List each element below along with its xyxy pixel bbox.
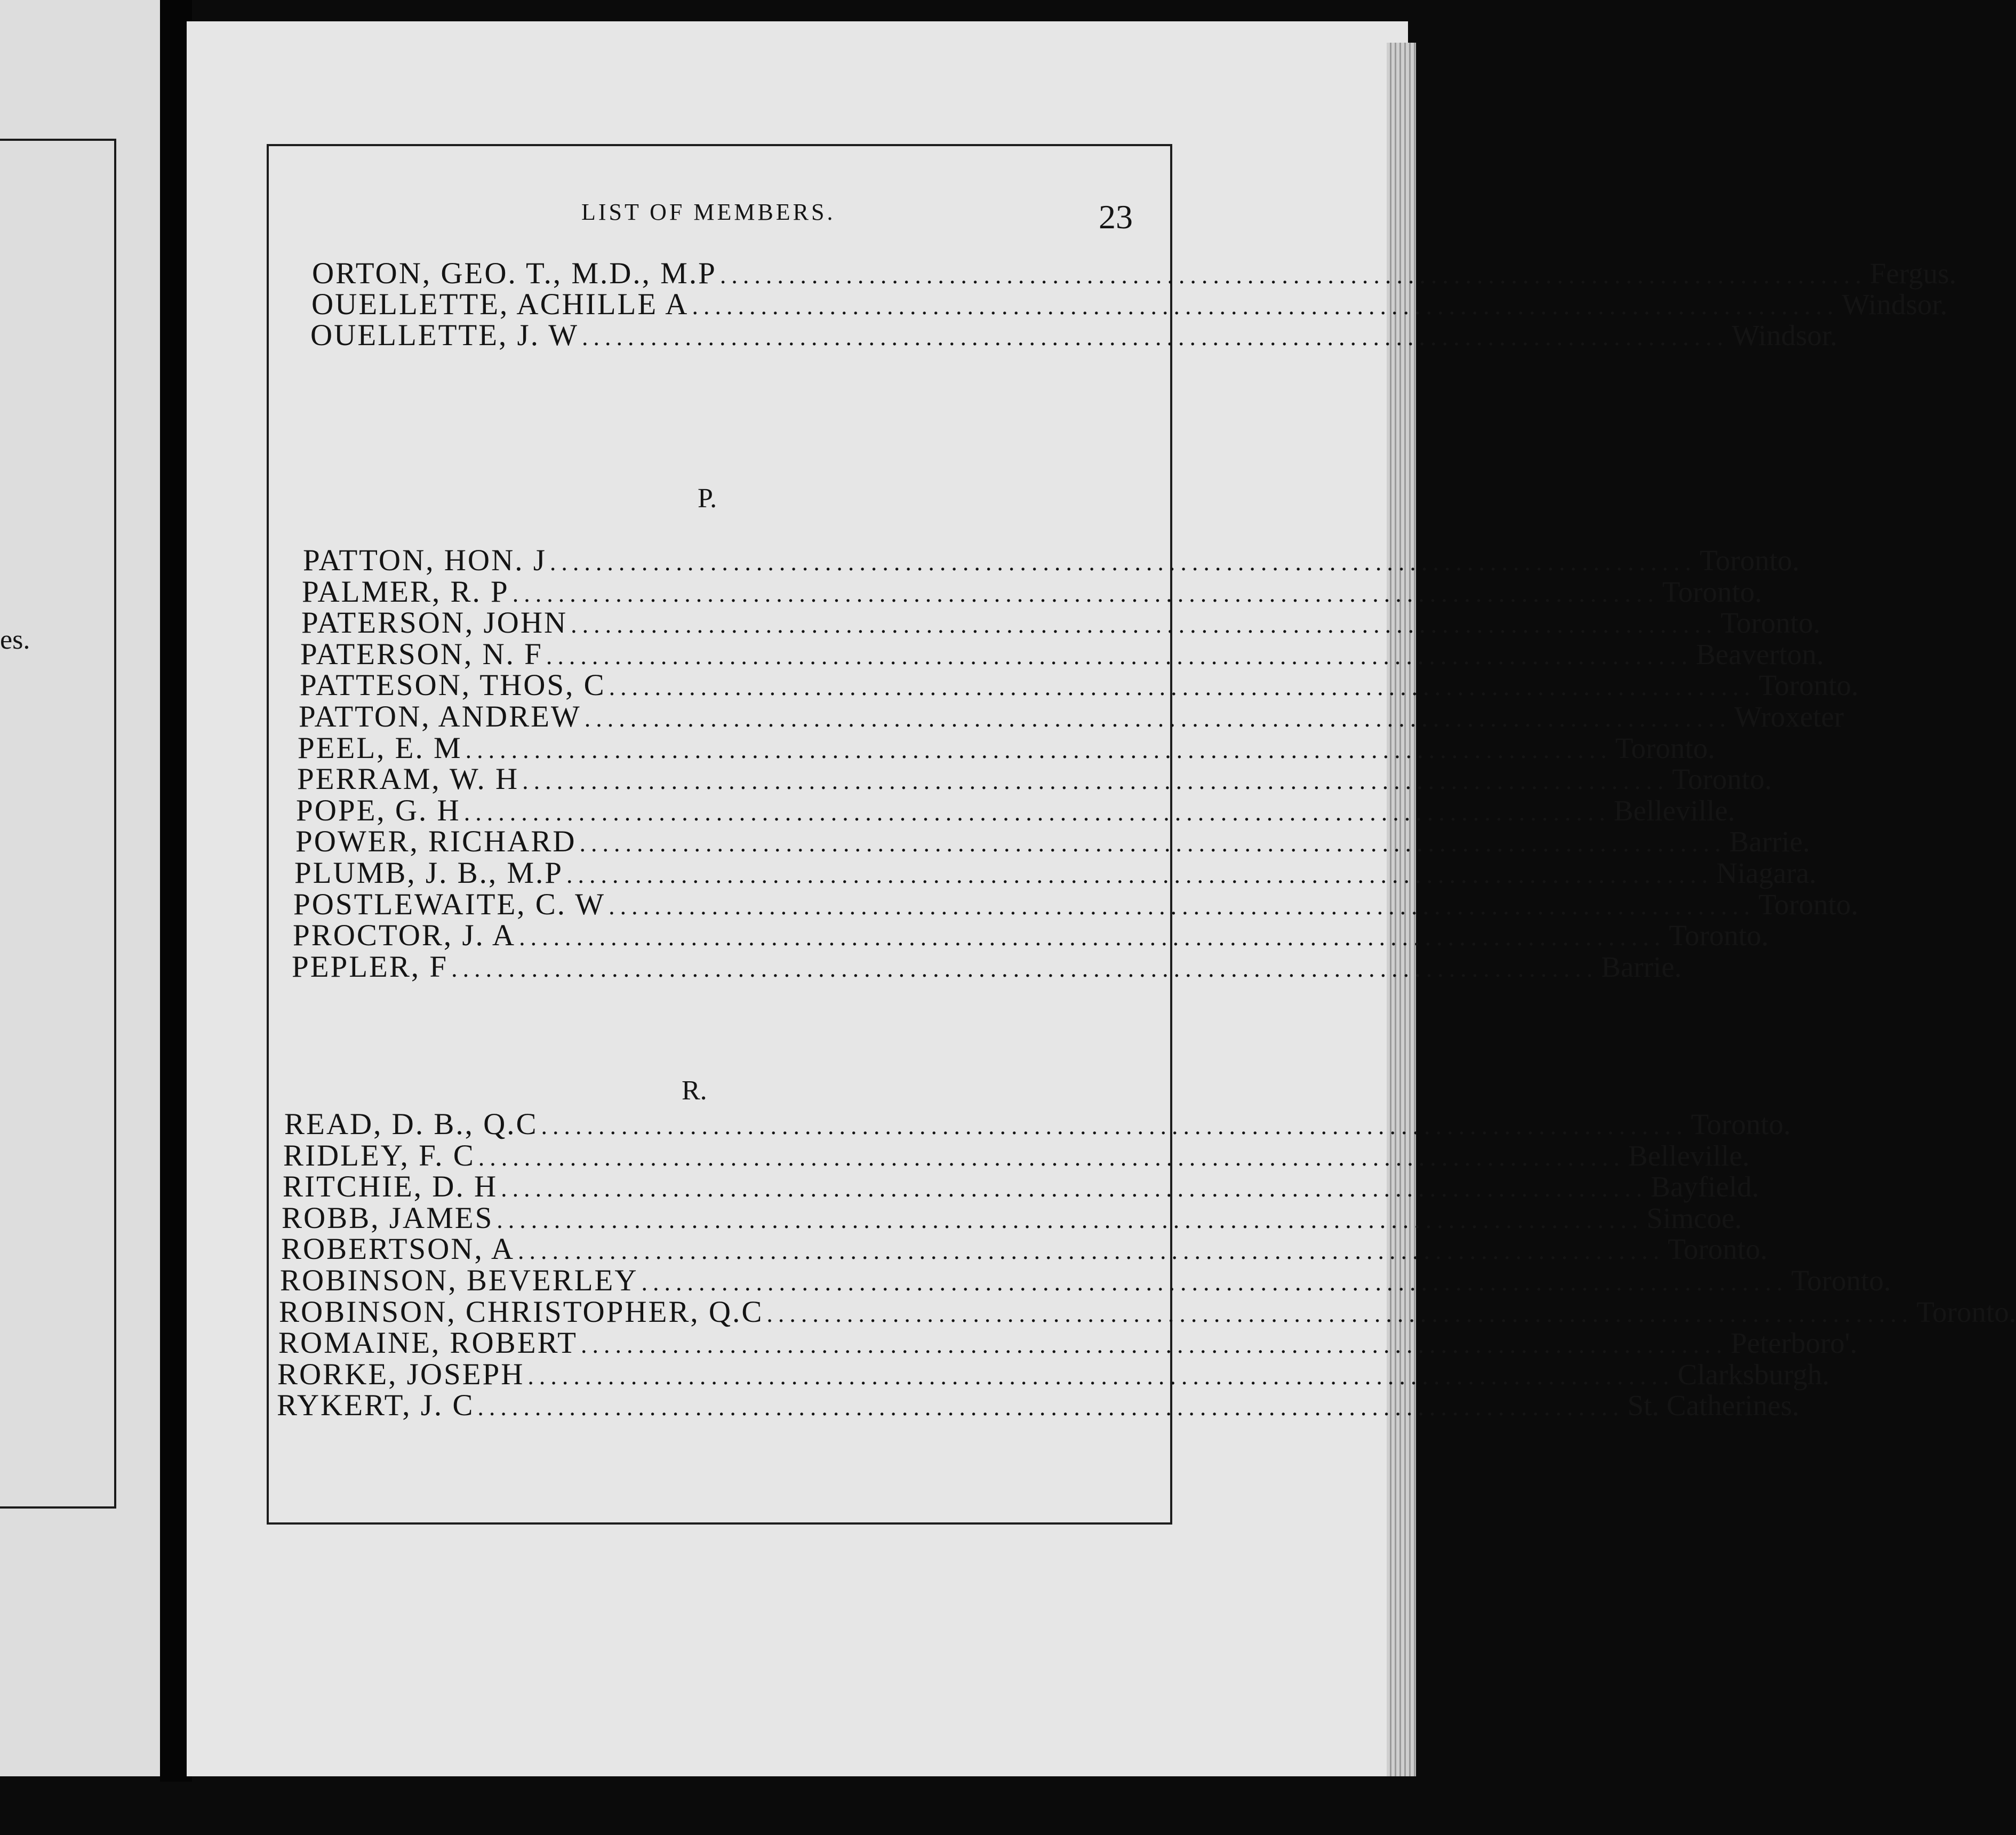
dot-leader: .................................................................................................... [571,611,1718,638]
member-entry [310,318,1837,352]
member-entry [282,1201,1742,1235]
member-place: Toronto. [1758,669,1859,701]
member-entry [302,575,1762,609]
member-name: ROMAINE, ROBERT [278,1326,578,1360]
dot-leader: .................................................................................................... [522,767,1669,794]
member-name: PEEL, E. M [298,731,462,765]
member-place: Clarksburgh. [1677,1358,1830,1391]
member-entry [300,668,1859,702]
member-entry [277,1357,1830,1391]
dot-leader: .................................................................................................... [609,892,1756,920]
dot-leader: .................................................................................................... [719,261,1867,289]
dot-leader: .................................................................................................... [692,292,1839,320]
member-place: Toronto. [1791,1264,1891,1297]
member-name: PATTESON, THOS, C [300,668,606,702]
running-head: LIST OF MEMBERS. [581,199,836,225]
member-place: Toronto. [1721,607,1821,639]
member-entry [298,731,1715,765]
member-name: RITCHIE, D. H [283,1170,498,1203]
member-entry [284,1107,1791,1141]
member-entry [279,1295,2016,1329]
member-name: ORTON, GEO. T., M.D., M.P [312,257,717,290]
dot-leader: .................................................................................................... [512,580,1659,607]
member-place: Barrie. [1729,825,1810,858]
dot-leader: .................................................................................................... [519,923,1666,951]
member-place: Windsor. [1842,288,1948,321]
member-name: READ, D. B., Q.C [284,1107,538,1141]
member-place: Wroxeter [1734,700,1844,733]
facing-page-text-fragment: es. [0,625,30,655]
member-place: Belleville. [1613,794,1735,827]
member-entry [294,856,1817,890]
member-name: RORKE, JOSEPH [277,1358,525,1391]
member-name: PATTON, HON. J [303,544,547,577]
section-letter-r: R. [682,1075,707,1106]
member-entry [295,824,1810,858]
member-name: PEPLER, F [292,950,449,984]
member-place: Toronto. [1916,1296,2016,1328]
dot-leader: .................................................................................................... [609,673,1756,700]
member-entry [281,1232,1768,1266]
dot-leader: .................................................................................................... [463,799,1611,826]
dot-leader: .................................................................................................... [582,323,1729,350]
member-entry [296,793,1735,827]
member-name: ROBINSON, CHRISTOPHER, Q.C [279,1295,764,1329]
dot-leader: .................................................................................................... [766,1300,1914,1327]
dot-leader: .................................................................................................... [566,861,1713,888]
member-name: ROBINSON, BEVERLEY [280,1264,638,1297]
dot-leader: .................................................................................................... [541,1112,1688,1139]
member-place: Simcoe. [1646,1202,1742,1234]
dot-leader: .................................................................................................... [580,1331,1727,1358]
member-entry [312,256,1957,290]
dot-leader: .................................................................................................... [579,829,1726,857]
member-place: Beaverton. [1695,638,1824,671]
dot-leader: .................................................................................................... [584,705,1731,732]
member-name: POWER, RICHARD [295,825,577,858]
member-name: OUELLETTE, J. W [310,318,579,352]
member-entry [299,699,1844,733]
member-entry [293,887,1859,921]
member-place: Toronto. [1669,919,1769,952]
page-number: 23 [1099,198,1133,236]
dot-leader: .................................................................................................... [527,1362,1675,1390]
member-place: Toronto. [1667,1233,1768,1265]
member-place: Toronto. [1691,1108,1791,1140]
member-place: Bayfield. [1651,1170,1759,1203]
member-name: PERRAM, W. H [297,762,519,796]
member-entry [293,918,1769,952]
dot-leader: .................................................................................................... [497,1206,1644,1233]
member-place: Peterboro'. [1730,1327,1858,1359]
member-name: PALMER, R. P [302,575,509,609]
member-name: PATTON, ANDREW [299,700,581,733]
member-name: POSTLEWAITE, C. W [293,888,606,921]
member-entry [297,762,1772,796]
dot-leader: .................................................................................................... [549,548,1697,576]
facing-page [0,0,160,1776]
member-place: Fergus. [1869,257,1957,290]
member-entry [292,950,1682,984]
member-entry [283,1169,1759,1203]
dot-leader: .................................................................................................... [451,955,1598,982]
dot-leader: .................................................................................................... [517,1237,1665,1264]
member-place: Toronto. [1662,576,1762,608]
member-entry [278,1326,1858,1360]
member-name: ROBB, JAMES [282,1201,494,1235]
member-name: ROBERTSON, A [281,1232,515,1266]
facing-page-frame [0,139,116,1509]
member-entry [300,637,1824,671]
dot-leader: .................................................................................................... [477,1393,1625,1421]
member-name: RIDLEY, F. C [283,1139,475,1172]
member-name: RYKERT, J. C [277,1389,475,1422]
member-place: Toronto. [1699,544,1800,577]
member-entry [277,1388,1799,1422]
member-place: Toronto. [1672,763,1772,795]
section-letter-p: P. [698,483,717,514]
member-place: St. Catherines. [1627,1389,1799,1422]
member-entry [311,287,1948,321]
dot-leader: .................................................................................................... [641,1268,1788,1296]
member-name: OUELLETTE, ACHILLE A [311,288,689,321]
dot-leader: .................................................................................................... [501,1175,1648,1202]
dot-leader: .................................................................................................... [465,736,1612,763]
member-place: Belleville. [1628,1139,1750,1172]
dot-leader: .................................................................................................... [546,642,1693,669]
member-entry [303,543,1800,577]
member-place: Windsor. [1732,319,1837,352]
member-entry [283,1138,1750,1172]
member-name: PLUMB, J. B., M.P [294,856,563,890]
dot-leader: .................................................................................................... [478,1144,1625,1171]
member-place: Toronto. [1615,732,1715,764]
member-place: Barrie. [1601,951,1682,983]
member-name: PATERSON, N. F [300,637,543,671]
member-name: PROCTOR, J. A [293,919,516,952]
member-name: POPE, G. H [296,794,461,827]
member-name: PATERSON, JOHN [301,606,568,640]
member-place: Niagara. [1716,857,1817,889]
member-entry [280,1263,1891,1297]
member-place: Toronto. [1758,888,1859,921]
member-entry [301,605,1821,640]
